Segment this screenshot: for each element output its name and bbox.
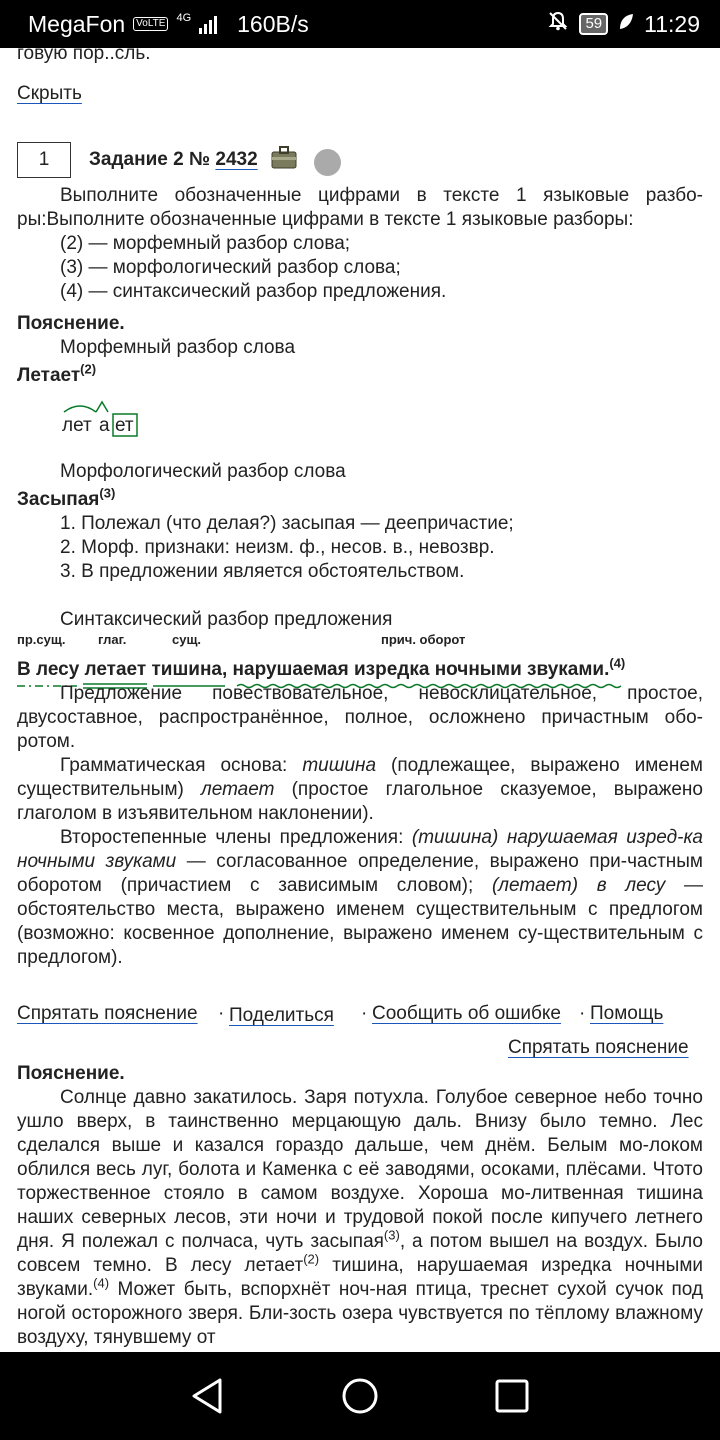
p2-a: Грамматическая основа: xyxy=(60,755,303,776)
word-letaet-text: Летает xyxy=(17,365,81,386)
morph-root: лет xyxy=(62,415,92,436)
status-bar xyxy=(0,0,720,48)
p2-c: (подлежащее, выражено именем существительным) xyxy=(17,755,703,800)
source-text-c: тишина, нарушаемая изредка ночными звуками. xyxy=(17,1255,704,1300)
p3-e: — обстоятельство места, выражено именем существительным с предлогом (возможно: косвенное дополнение, выражено именем су-ществительным с предлогом). xyxy=(17,875,703,968)
morpheme-diagram xyxy=(60,394,160,454)
word-zasypaya-sup: (3) xyxy=(99,485,116,501)
leaf-icon xyxy=(618,13,634,36)
clock: 11:29 xyxy=(644,10,700,37)
hide-explanation-link[interactable]: Спрятать пояснение xyxy=(17,1003,198,1024)
task-item-3: (4) — синтаксический разбор предложения. xyxy=(60,281,447,302)
task-id-link[interactable]: 2432 xyxy=(215,149,258,170)
link-separator-2: · xyxy=(361,1003,368,1024)
network-speed: 160B/s xyxy=(237,10,309,37)
task-item-2: (3) — морфологический разбор слова; xyxy=(60,257,401,278)
briefcase-icon[interactable] xyxy=(271,145,297,169)
page-content xyxy=(0,48,720,1352)
syntax-paragraph-3 xyxy=(17,826,703,970)
p3-a: Второстепенные члены предложения: xyxy=(60,827,412,848)
home-icon[interactable] xyxy=(340,1376,380,1416)
word-letaet xyxy=(17,361,97,388)
morph-item-1: 1. Полежал (что делая?) засыпая — деепричастие; xyxy=(60,513,514,534)
source-sup-4: (4) xyxy=(93,1275,110,1291)
morph-ending: ет xyxy=(115,415,134,436)
label-verb: глаг. xyxy=(98,632,127,647)
task-instruction: Выполните обозначенные цифрами в тексте 1 языковые разбо-ры:Выполните обозначенные цифрами в тексте 1 языковые разборы: xyxy=(17,185,703,230)
hide-explanation-link-2[interactable]: Спрятать пояснение xyxy=(508,1037,689,1058)
navigation-bar xyxy=(0,1352,720,1440)
source-text-b: , а потом вышел на воздух. Было совсем темно. В лесу летает xyxy=(17,1231,703,1276)
label-noun: сущ. xyxy=(172,632,202,647)
label-participle: прич. оборот xyxy=(381,632,466,647)
morph-item-2: 2. Морф. признаки: неизм. ф., несов. в., невозвр. xyxy=(60,537,495,558)
text-heading: Пояснение. xyxy=(17,1063,125,1084)
mute-bell-icon xyxy=(547,10,569,38)
p3-adverbial: (летает) в лесу xyxy=(491,875,666,896)
source-sup-2: (2) xyxy=(303,1251,320,1267)
p2-predicate: летает xyxy=(201,779,275,800)
source-text-a: Солнце давно закатилось. Заря потухла. Голубое северное небо точно ушло вверх, в таинственно мерцающую даль. Внизу было темно. Лес сделался выше и казался гораздо дальше, чем днём. Белым мо-локом облился весь луг, болота и Каменка с её заводями, осоками, плёсами. Чтото торжественное стояло в самом воздухе. Хороша мо-литвенная тишина наших северных лесов, эти ночи и трудовой покой после кипучего летнего дня. Я полежал с полчаса, чуть засыпая xyxy=(17,1087,703,1252)
share-link[interactable]: Поделиться xyxy=(229,1005,334,1026)
explanation-heading: Пояснение. xyxy=(17,313,125,334)
morph-suffix: а xyxy=(99,415,110,436)
source-sup-3: (3) xyxy=(383,1227,400,1243)
source-text-d: Может быть, вспорхнёт ноч-ная птица, треснет сухой сучок под ногой осторожного зверя. Бли-зость озера чувствуется по тёплому влажному воздуху, тянувшему от xyxy=(17,1279,703,1348)
network-type: 4G xyxy=(176,11,192,24)
link-separator-3: · xyxy=(579,1003,586,1024)
word-letaet-sup: (2) xyxy=(80,361,97,377)
p2-e: (простое глагольное сказуемое, выражено глаголом в изъявительном наклонении). xyxy=(17,779,703,824)
morpheme-title: Морфемный разбор слова xyxy=(60,337,296,358)
label-noun-prep: пр.сущ. xyxy=(17,632,66,647)
word-zasypaya xyxy=(17,485,116,512)
status-circle-icon[interactable] xyxy=(314,149,341,176)
back-icon[interactable] xyxy=(188,1376,228,1416)
p3-c: — согласованное определение, выражено при-частным оборотом (причастием с зависимым словом); xyxy=(17,851,703,896)
battery-icon: 59 xyxy=(579,13,608,35)
syntax-title: Синтаксический разбор предложения xyxy=(60,609,393,630)
morphological-title: Морфологический разбор слова xyxy=(60,461,346,482)
signal-icon xyxy=(199,14,217,34)
task-title-prefix: Задание 2 № xyxy=(89,149,211,170)
hide-link[interactable]: Скрыть xyxy=(17,83,82,104)
parsed-sentence xyxy=(17,655,626,682)
report-error-link[interactable]: Сообщить об ошибке xyxy=(372,1003,561,1024)
volte-badge: VoLTE xyxy=(133,17,168,31)
p2-subject: тишина xyxy=(302,755,377,776)
task-number-box: 1 xyxy=(17,142,71,178)
morph-item-3: 3. В предложении является обстоятельством. xyxy=(60,561,465,582)
parsed-sentence-sup: (4) xyxy=(609,655,626,671)
syntax-paragraph-1: Предложение повествовательное, невосклицательное, простое, двусоставное, распространённое, полное, осложнено причастным обо-ротом. xyxy=(17,683,703,752)
carrier-name: MegaFon xyxy=(28,10,126,37)
word-zasypaya-text: Засыпая xyxy=(17,489,100,510)
source-text xyxy=(17,1086,703,1350)
link-separator-1: · xyxy=(218,1003,225,1024)
help-link[interactable]: Помощь xyxy=(590,1003,664,1024)
cut-off-text: говую пор..сль. xyxy=(17,48,151,64)
recent-apps-icon[interactable] xyxy=(492,1376,532,1416)
task-title xyxy=(89,148,258,172)
task-item-1: (2) — морфемный разбор слова; xyxy=(60,233,351,254)
syntax-paragraph-2 xyxy=(17,754,703,826)
p3-attribute: (тишина) нарушаемая изред-ка ночными звуками xyxy=(17,827,703,872)
parsed-sentence-text: В лесу летает тишина, нарушаемая изредка ночными звуками. xyxy=(17,659,610,680)
